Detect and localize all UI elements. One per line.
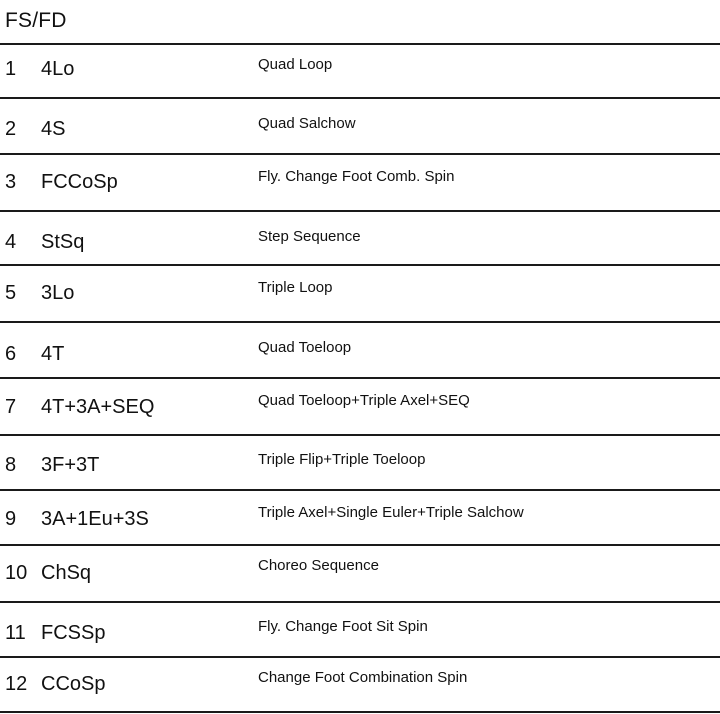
table-row xyxy=(0,99,720,153)
row-number: 6 xyxy=(5,343,17,365)
element-description: Triple Loop xyxy=(258,279,333,296)
element-description: Triple Axel+Single Euler+Triple Salchow xyxy=(258,504,524,521)
element-code: ChSq xyxy=(41,562,92,584)
table-row xyxy=(0,266,720,321)
row-number: 4 xyxy=(5,231,17,253)
row-number: 3 xyxy=(5,171,17,193)
table-row xyxy=(0,212,720,264)
element-description: Fly. Change Foot Sit Spin xyxy=(258,618,428,635)
row-number: 12 xyxy=(5,673,28,695)
row-divider xyxy=(0,711,720,713)
table-row xyxy=(0,45,720,97)
row-number: 9 xyxy=(5,508,17,530)
element-description: Quad Loop xyxy=(258,56,333,73)
table-row xyxy=(0,379,720,434)
element-code: 4T+3A+SEQ xyxy=(41,396,155,418)
table-row xyxy=(0,603,720,656)
element-code: StSq xyxy=(41,231,85,253)
element-description: Fly. Change Foot Comb. Spin xyxy=(258,168,455,185)
element-description: Step Sequence xyxy=(258,228,361,245)
row-number: 11 xyxy=(5,622,26,644)
element-code: FCSSp xyxy=(41,622,106,644)
row-number: 7 xyxy=(5,396,17,418)
element-description: Quad Salchow xyxy=(258,115,356,132)
element-code: CCoSp xyxy=(41,673,106,695)
element-description: Change Foot Combination Spin xyxy=(258,669,468,686)
element-description: Choreo Sequence xyxy=(258,557,379,574)
table-header xyxy=(0,0,720,44)
row-number: 2 xyxy=(5,118,17,140)
row-number: 10 xyxy=(5,562,28,584)
element-description: Triple Flip+Triple Toeloop xyxy=(258,451,426,468)
element-code: 4T xyxy=(41,343,65,365)
row-number: 8 xyxy=(5,454,17,476)
table-row xyxy=(0,491,720,544)
element-code: 3Lo xyxy=(41,282,75,304)
table-row xyxy=(0,323,720,377)
table-row xyxy=(0,436,720,489)
table-header-title: FS/FD xyxy=(5,9,67,32)
table-row xyxy=(0,658,720,711)
element-code: 3A+1Eu+3S xyxy=(41,508,149,530)
element-code: 3F+3T xyxy=(41,454,100,476)
table-row xyxy=(0,546,720,601)
element-code: 4Lo xyxy=(41,58,75,80)
table-row xyxy=(0,155,720,210)
element-description: Quad Toeloop xyxy=(258,339,352,356)
element-description: Quad Toeloop+Triple Axel+SEQ xyxy=(258,392,470,409)
row-number: 1 xyxy=(5,58,17,80)
element-code: FCCoSp xyxy=(41,171,118,193)
row-number: 5 xyxy=(5,282,17,304)
element-code: 4S xyxy=(41,118,66,140)
